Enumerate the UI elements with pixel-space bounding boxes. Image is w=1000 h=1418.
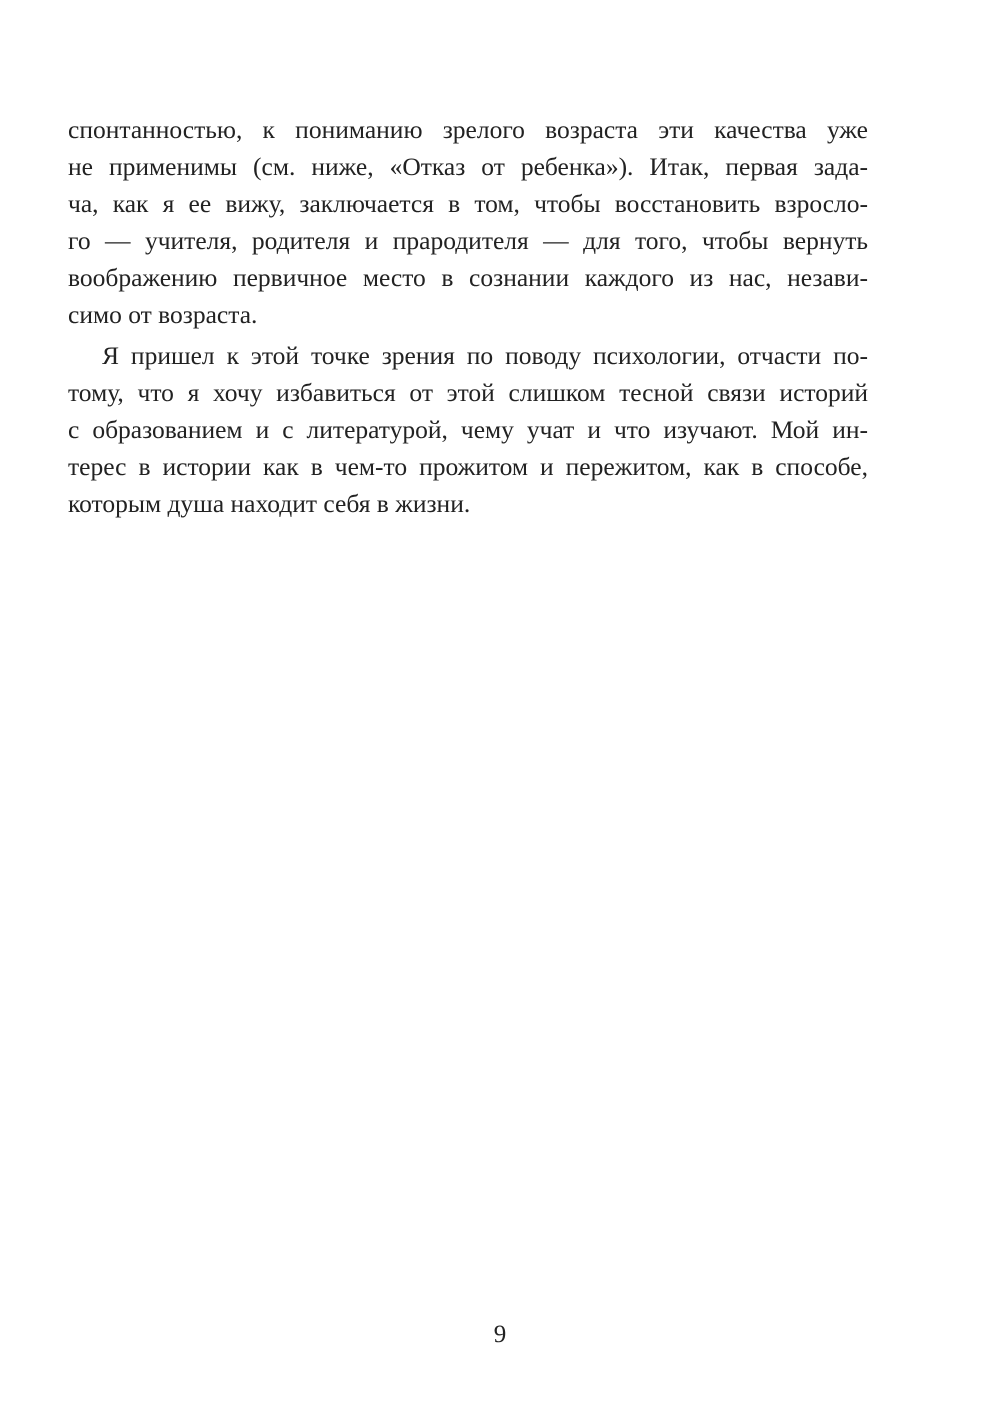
text-line: Я пришел к этой точке зрения по поводу психологии, отчасти по-: [102, 341, 868, 370]
text-line: не применимы (см. ниже, «Отказ от ребенка»). Итак, первая зада-: [68, 152, 868, 181]
text-line: воображению первичное место в сознании каждого из нас, незави-: [68, 263, 868, 292]
text-line: тому, что я хочу избавиться от этой слишком тесной связи историй: [68, 378, 868, 407]
text-line: симо от возраста.: [68, 300, 258, 329]
body-text: [68, 111, 868, 522]
page-number: 9: [493, 1321, 507, 1348]
text-line: которым душа находит себя в жизни.: [68, 489, 471, 518]
text-line: спонтанностью, к пониманию зрелого возраста эти качества уже: [68, 115, 868, 144]
text-line: го — учителя, родителя и прародителя — для того, чтобы вернуть: [68, 226, 868, 255]
text-line: ча, как я ее вижу, заключается в том, чтобы восстановить взросло-: [68, 189, 868, 218]
paragraph-1: [68, 111, 868, 333]
text-line: терес в истории как в чем-то прожитом и пережитом, как в способе,: [68, 452, 868, 481]
paragraph-2: [68, 337, 868, 522]
text-line: с образованием и с литературой, чему учат и что изучают. Мой ин-: [68, 415, 868, 444]
